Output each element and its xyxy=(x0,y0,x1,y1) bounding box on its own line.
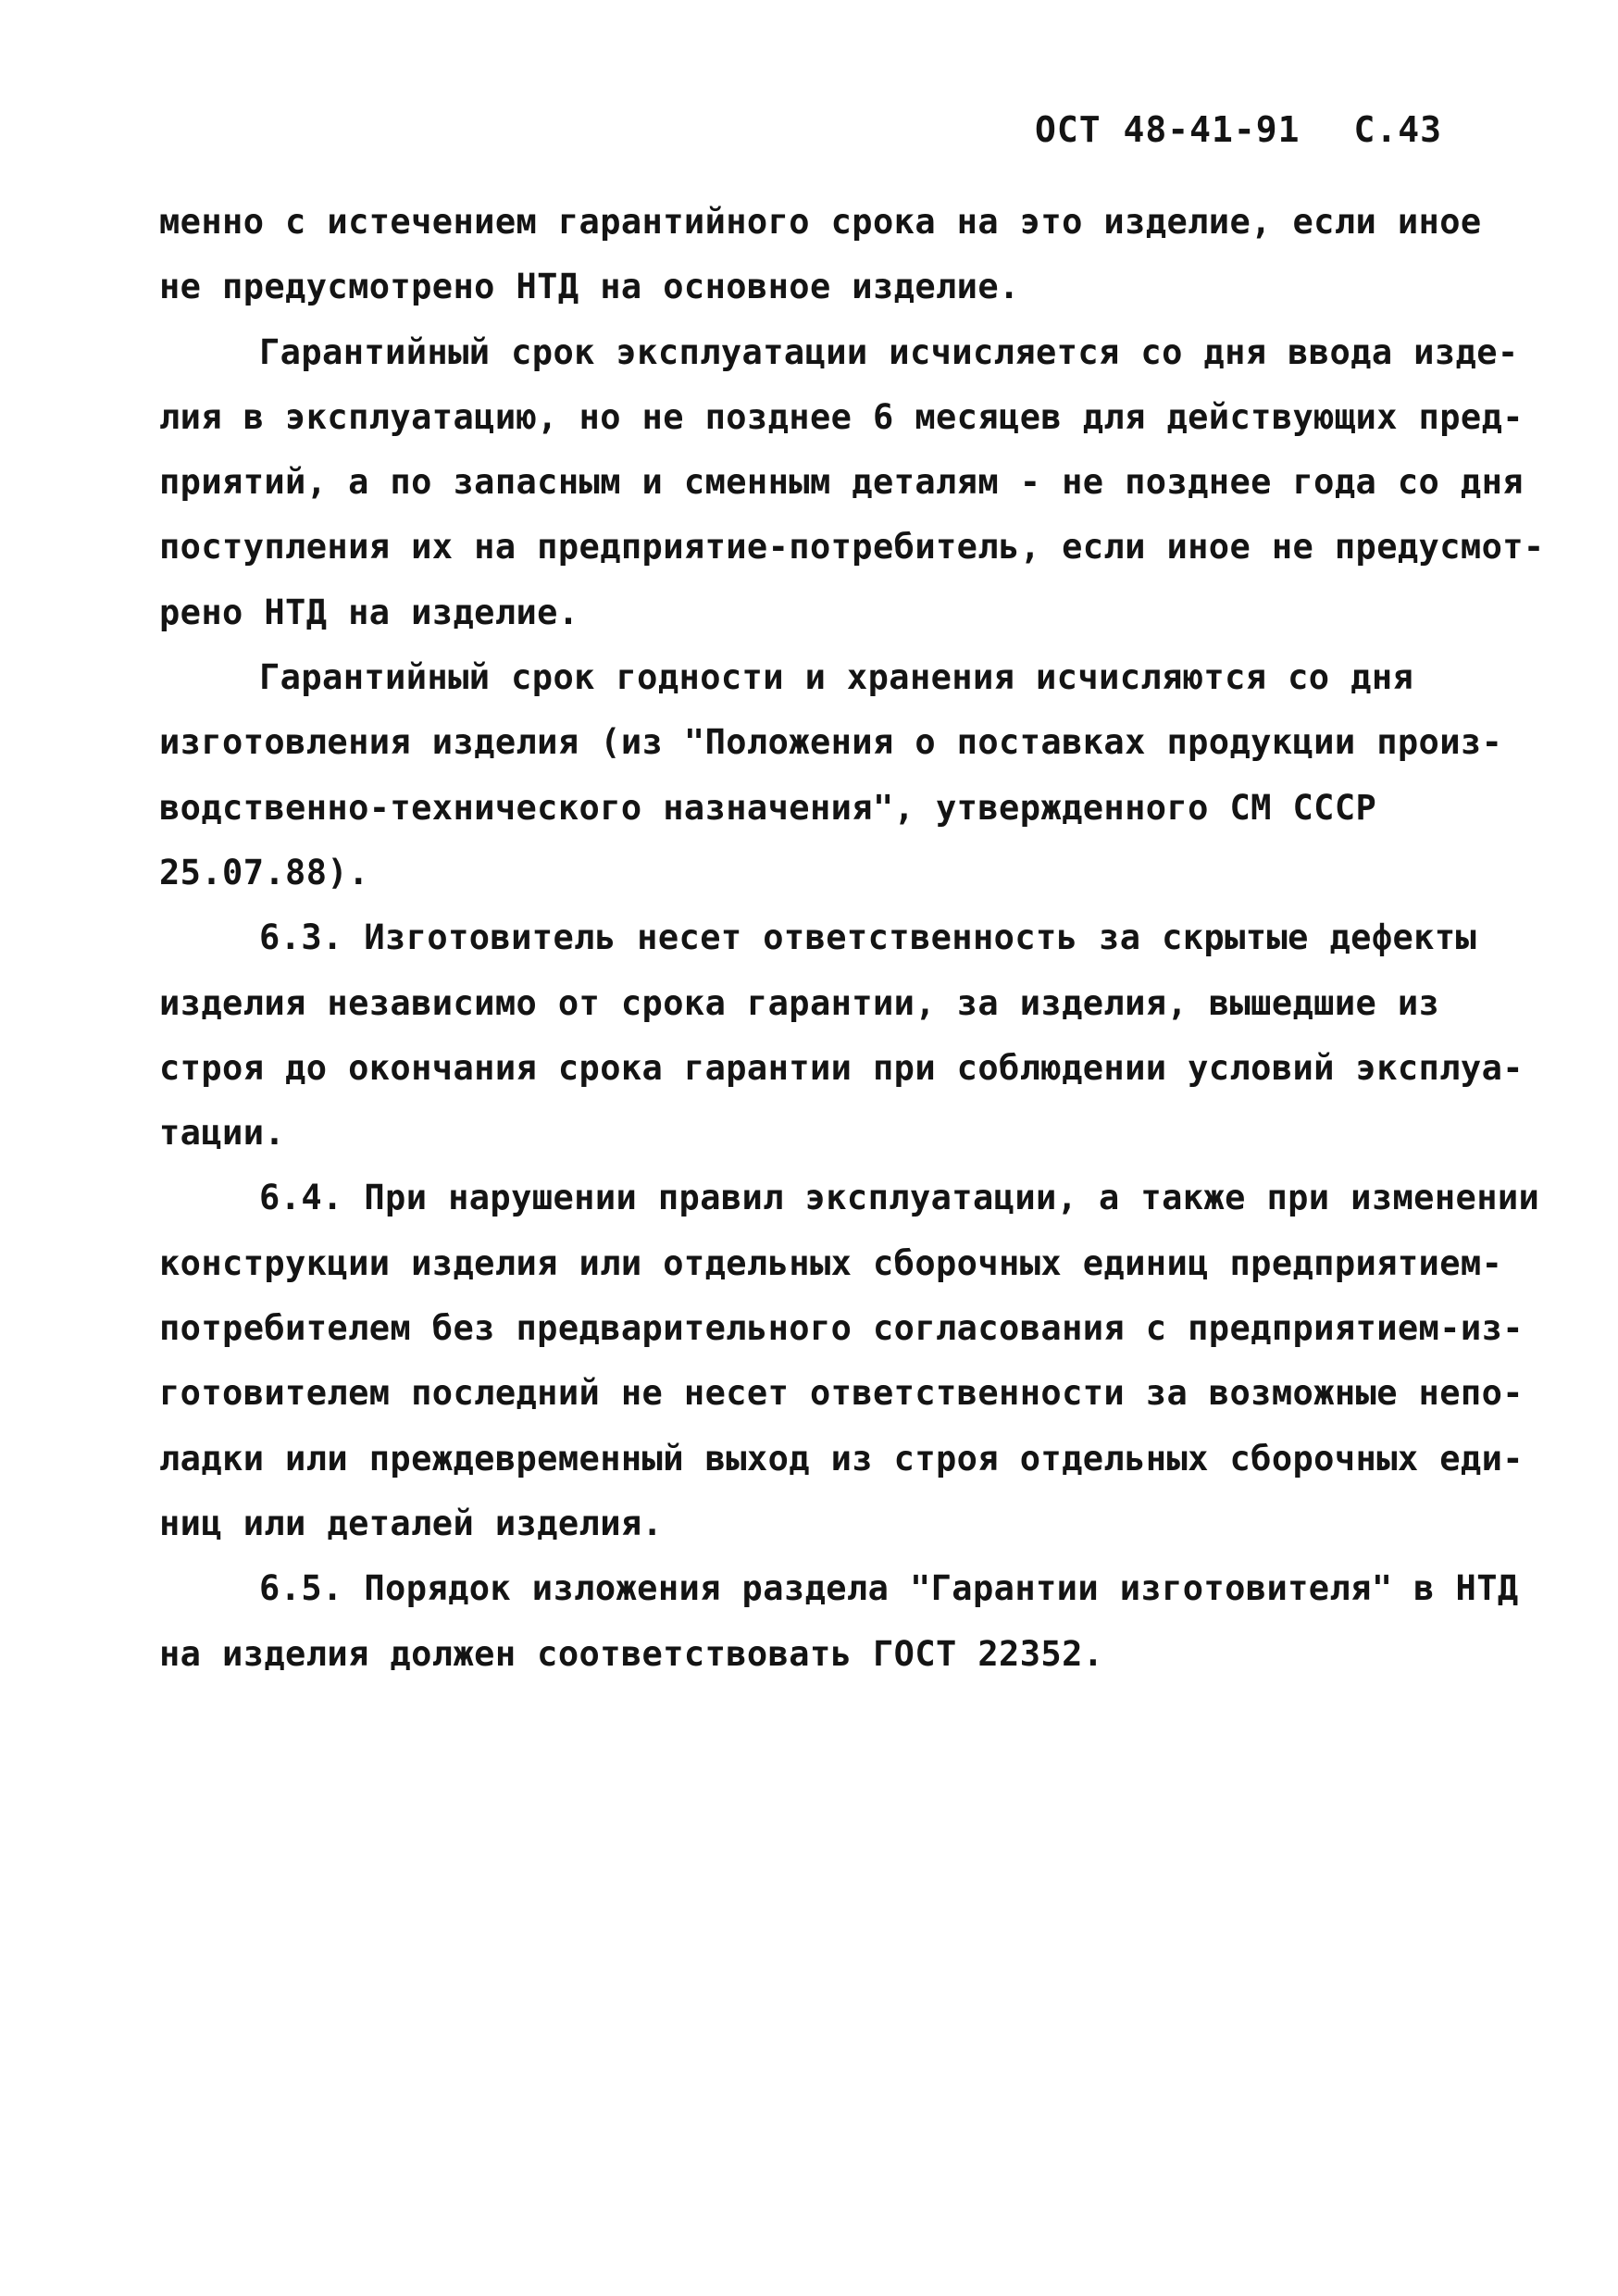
page-number: С.43 xyxy=(1353,109,1443,150)
text-line: конструкции изделия или отдельных сборочных единиц предприятием- xyxy=(159,1242,1503,1283)
text-line: рено НТД на изделие. xyxy=(159,592,579,632)
text-line: 6.5. Порядок изложения раздела "Гарантии изготовителя" в НТД xyxy=(259,1568,1519,1609)
text-line: на изделия должен соответствовать ГОСТ 22352. xyxy=(159,1633,1104,1674)
body-text xyxy=(159,190,1545,1687)
text-line: 6.3. Изготовитель несет ответственность за скрытые дефекты xyxy=(259,917,1477,958)
text-line: Гарантийный срок эксплуатации исчисляется со дня ввода изде- xyxy=(259,331,1519,372)
text-line: 25.07.88). xyxy=(159,852,369,892)
text-line: водственно-технического назначения", утвержденного СМ СССР xyxy=(159,787,1377,828)
text-line: тации. xyxy=(159,1113,286,1154)
text-line: ниц или деталей изделия. xyxy=(159,1503,664,1543)
text-line: менно с истечением гарантийного срока на это изделие, если иное xyxy=(159,202,1482,242)
text-line: Гарантийный срок годности и хранения исчисляются со дня xyxy=(259,657,1414,698)
text-line: готовителем последний не несет ответственности за возможные непо- xyxy=(159,1373,1524,1414)
page-header xyxy=(1035,109,1498,150)
text-line: лия в эксплуатацию, но не позднее 6 месяцев для действующих пред- xyxy=(159,396,1524,437)
document-code: ОСТ 48-41-91 xyxy=(1035,109,1301,150)
text-line: ладки или преждевременный выход из строя отдельных сборочных еди- xyxy=(159,1438,1524,1479)
text-line: изделия независимо от срока гарантии, за изделия, вышедшие из xyxy=(159,982,1440,1023)
text-line: 6.4. При нарушении правил эксплуатации, а также при изменении xyxy=(259,1178,1540,1218)
text-line: поступления их на предприятие-потребитель, если иное не предусмот- xyxy=(159,527,1545,568)
text-line: изготовления изделия (из "Положения о поставках продукции произ- xyxy=(159,722,1503,763)
text-line: не предусмотрено НТД на основное изделие. xyxy=(159,267,1020,307)
text-line: строя до окончания срока гарантии при соблюдении условий эксплуа- xyxy=(159,1047,1524,1088)
text-line: приятий, а по запасным и сменным деталям - не позднее года со дня xyxy=(159,462,1524,503)
text-line: потребителем без предварительного согласования с предприятием-из- xyxy=(159,1308,1524,1349)
